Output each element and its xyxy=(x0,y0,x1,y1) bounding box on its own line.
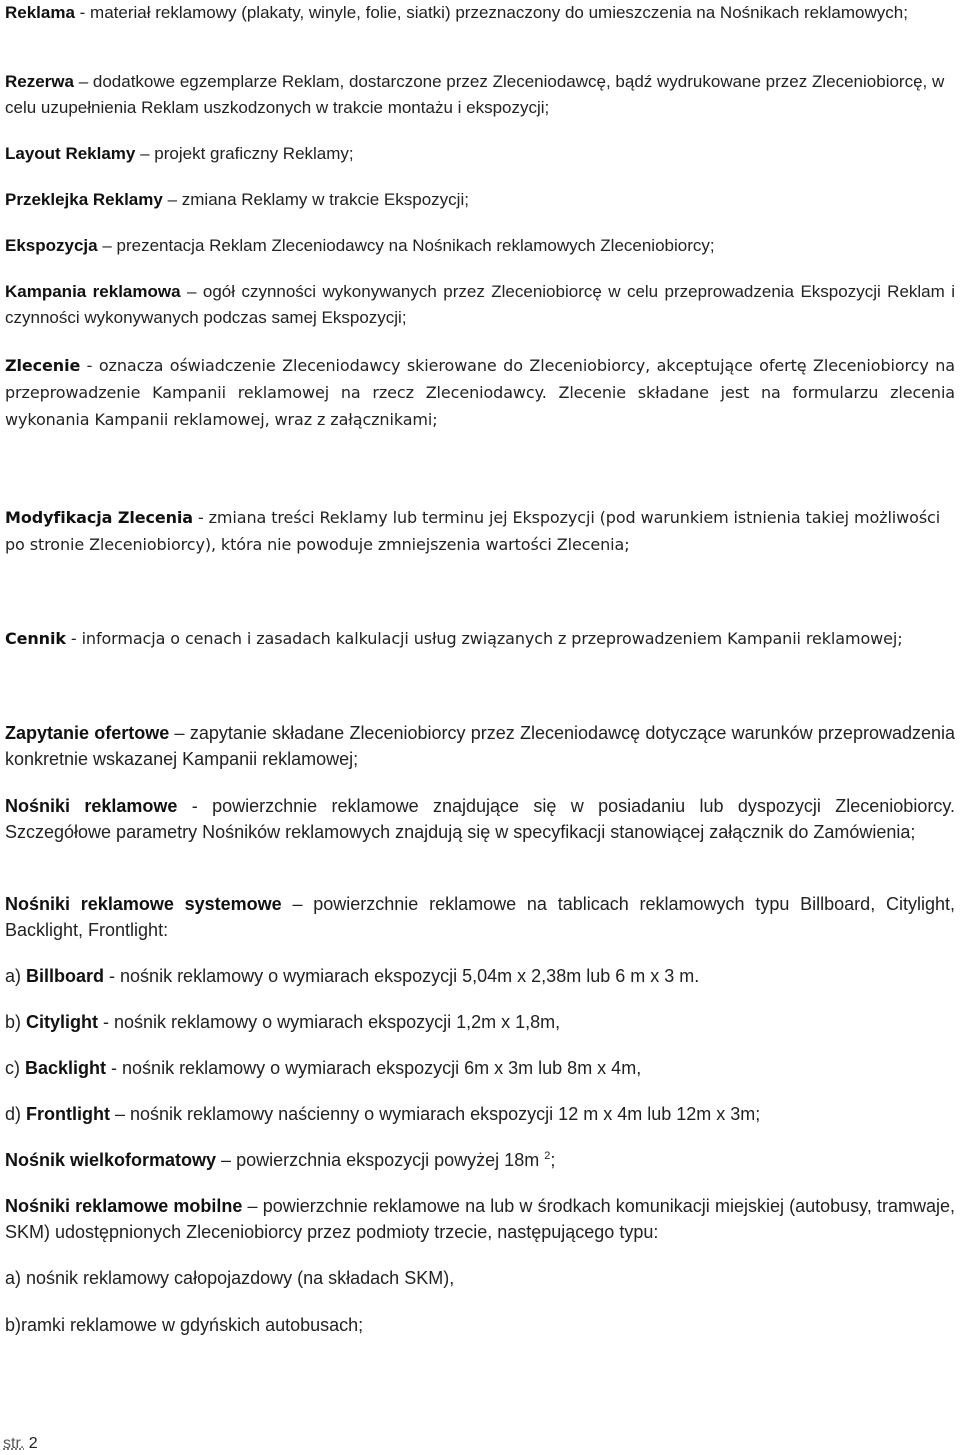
separator: - xyxy=(65,629,82,648)
separator: – xyxy=(169,723,190,743)
item-citylight xyxy=(5,1009,955,1035)
definition-text: nośnik reklamowy o wymiarach ekspozycji 6m x 3m lub 8m x 4m, xyxy=(122,1058,642,1078)
separator: - xyxy=(74,3,91,22)
term: Modyfikacja Zlecenia xyxy=(5,508,193,527)
definition-text: powierzchnia ekspozycji powyżej 18m xyxy=(236,1150,545,1170)
list-marker: d) xyxy=(5,1104,27,1124)
separator: - xyxy=(192,508,209,527)
list-marker: c) xyxy=(5,1058,25,1078)
separator: - xyxy=(98,1012,115,1032)
term: Nośniki reklamowe systemowe xyxy=(5,894,282,914)
term: Przeklejka Reklamy xyxy=(5,190,163,209)
definition-text: ogół czynności wykonywanych przez Zleceniobiorcę w celu przeprowadzenia Ekspozycji Reklam i czynności wykonywanych podczas samej Ekspozycji; xyxy=(5,282,955,327)
term: Billboard xyxy=(26,966,105,986)
term: Frontlight xyxy=(26,1104,110,1124)
definition-rezerwa xyxy=(5,69,955,121)
definition-nosniki-systemowe xyxy=(5,891,955,943)
term: Reklama xyxy=(5,3,75,22)
definition-text: prezentacja Reklam Zleceniodawcy na Nośnikach reklamowych Zleceniobiorcy; xyxy=(116,236,715,255)
definition-nosniki-reklamowe xyxy=(5,793,955,845)
definition-zlecenie xyxy=(5,352,955,433)
term: Zlecenie xyxy=(5,356,81,375)
definition-kampania-reklamowa xyxy=(5,279,955,331)
definition-text: dodatkowe egzemplarze Reklam, dostarczone przez Zleceniodawcę, bądź wydrukowane przez Zleceniobiorcę, w celu uzupełnienia Reklam uszkodzonych w trakcie montażu i ekspozycji; xyxy=(5,72,945,117)
definition-reklama xyxy=(5,0,955,26)
term: Nośnik wielkoformatowy xyxy=(5,1150,217,1170)
page-prefix: str. xyxy=(3,1435,25,1452)
term: Layout Reklamy xyxy=(5,144,136,163)
separator: - xyxy=(106,1058,123,1078)
definition-zapytanie-ofertowe xyxy=(5,720,955,772)
definition-text: nośnik reklamowy o wymiarach ekspozycji 1,2m x 1,8m, xyxy=(114,1012,561,1032)
separator: – xyxy=(110,1104,131,1124)
separator: – xyxy=(162,190,182,209)
item-billboard xyxy=(5,963,955,989)
separator: – xyxy=(97,236,117,255)
item-frontlight xyxy=(5,1101,955,1127)
separator: – xyxy=(180,282,203,301)
definition-text: powierzchnie reklamowe na tablicach reklamowych typu Billboard, Citylight, Backlight, Frontlight: xyxy=(5,894,955,940)
definition-text: powierzchnie reklamowe znajdujące się w posiadaniu lub dyspozycji Zleceniobiorcy. Szczegółowe parametry Nośników reklamowych znajdują się w specyfikacji stanowiącej załącznik do Zamówienia; xyxy=(5,796,955,842)
definition-modyfikacja-zlecenia xyxy=(5,504,955,558)
definition-text: materiał reklamowy (plakaty, winyle, folie, siatki) przeznaczony do umieszczenia na Nośnikach reklamowych; xyxy=(90,3,908,22)
definition-przeklejka-reklamy xyxy=(5,187,955,213)
definition-text: zmiana treści Reklamy lub terminu jej Ekspozycji (pod warunkiem istnienia takiej możliwości po stronie Zleceniobiorcy), która nie powoduje zmniejszenia wartości Zlecenia; xyxy=(5,508,941,554)
definition-text: zapytanie składane Zleceniobiorcy przez Zleceniodawcę dotyczące warunków przeprowadzenia konkretnie wskazanej Kampanii reklamowej; xyxy=(5,723,956,769)
definition-text: informacja o cenach i zasadach kalkulacji usług związanych z przeprowadzeniem Kampanii reklamowej; xyxy=(81,629,903,648)
definition-text: zmiana Reklamy w trakcie Ekspozycji; xyxy=(181,190,469,209)
term: Cennik xyxy=(5,629,66,648)
separator: – xyxy=(281,894,314,914)
definition-layout-reklamy xyxy=(5,141,955,167)
page-value: 2 xyxy=(28,1435,38,1452)
separator: – xyxy=(242,1196,263,1216)
definition-ekspozycja xyxy=(5,233,955,259)
term: Kampania reklamowa xyxy=(5,282,181,301)
item-ramki-reklamowe xyxy=(5,1312,955,1338)
definition-text: nośnik reklamowy naścienny o wymiarach ekspozycji 12 m x 4m lub 12m x 3m; xyxy=(130,1104,761,1124)
superscript: 2 xyxy=(544,1150,551,1162)
term: Nośniki reklamowe mobilne xyxy=(5,1196,243,1216)
definition-text: b)ramki reklamowe w gdyńskich autobusach; xyxy=(5,1315,364,1335)
definition-text: nośnik reklamowy o wymiarach ekspozycji 5,04m x 2,38m lub 6 m x 3 m. xyxy=(120,966,700,986)
separator: - xyxy=(177,796,213,816)
definition-nosniki-mobilne xyxy=(5,1193,955,1245)
term: Rezerwa xyxy=(5,72,74,91)
item-backlight xyxy=(5,1055,955,1081)
separator: – xyxy=(135,144,155,163)
list-marker: b) xyxy=(5,1012,27,1032)
separator: – xyxy=(73,72,93,91)
term: Ekspozycja xyxy=(5,236,98,255)
definition-text: a) nośnik reklamowy całopojazdowy (na składach SKM), xyxy=(5,1268,455,1288)
term: Nośniki reklamowe xyxy=(5,796,178,816)
list-marker: a) xyxy=(5,966,27,986)
separator: - xyxy=(80,356,99,375)
definition-cennik xyxy=(5,625,955,652)
definition-text: oznacza oświadczenie Zleceniodawcy skierowane do Zleceniobiorcy, akceptujące ofertę Zleceniobiorcy na przeprowadzenie Kampanii reklamowej na rzecz Zleceniodawcy. Zlecenie składane jest na formularzu zlecenia wykonania Kampanii reklamowej, wraz z załącznikami; xyxy=(5,356,955,429)
item-calopojazdowy xyxy=(5,1265,955,1291)
definition-text: projekt graficzny Reklamy; xyxy=(154,144,354,163)
term: Citylight xyxy=(26,1012,99,1032)
definition-text: powierzchnie reklamowe na lub w środkach komunikacji miejskiej (autobusy, tramwaje, SKM) udostępnionych Zleceniobiorcy przez podmioty trzecie, następującego typu: xyxy=(5,1196,956,1242)
separator: – xyxy=(216,1150,237,1170)
definition-tail: ; xyxy=(550,1150,556,1170)
separator: - xyxy=(104,966,121,986)
term: Backlight xyxy=(25,1058,107,1078)
page-number xyxy=(3,1435,38,1453)
term: Zapytanie ofertowe xyxy=(5,723,170,743)
definition-nosnik-wielkoformatowy xyxy=(5,1147,955,1173)
